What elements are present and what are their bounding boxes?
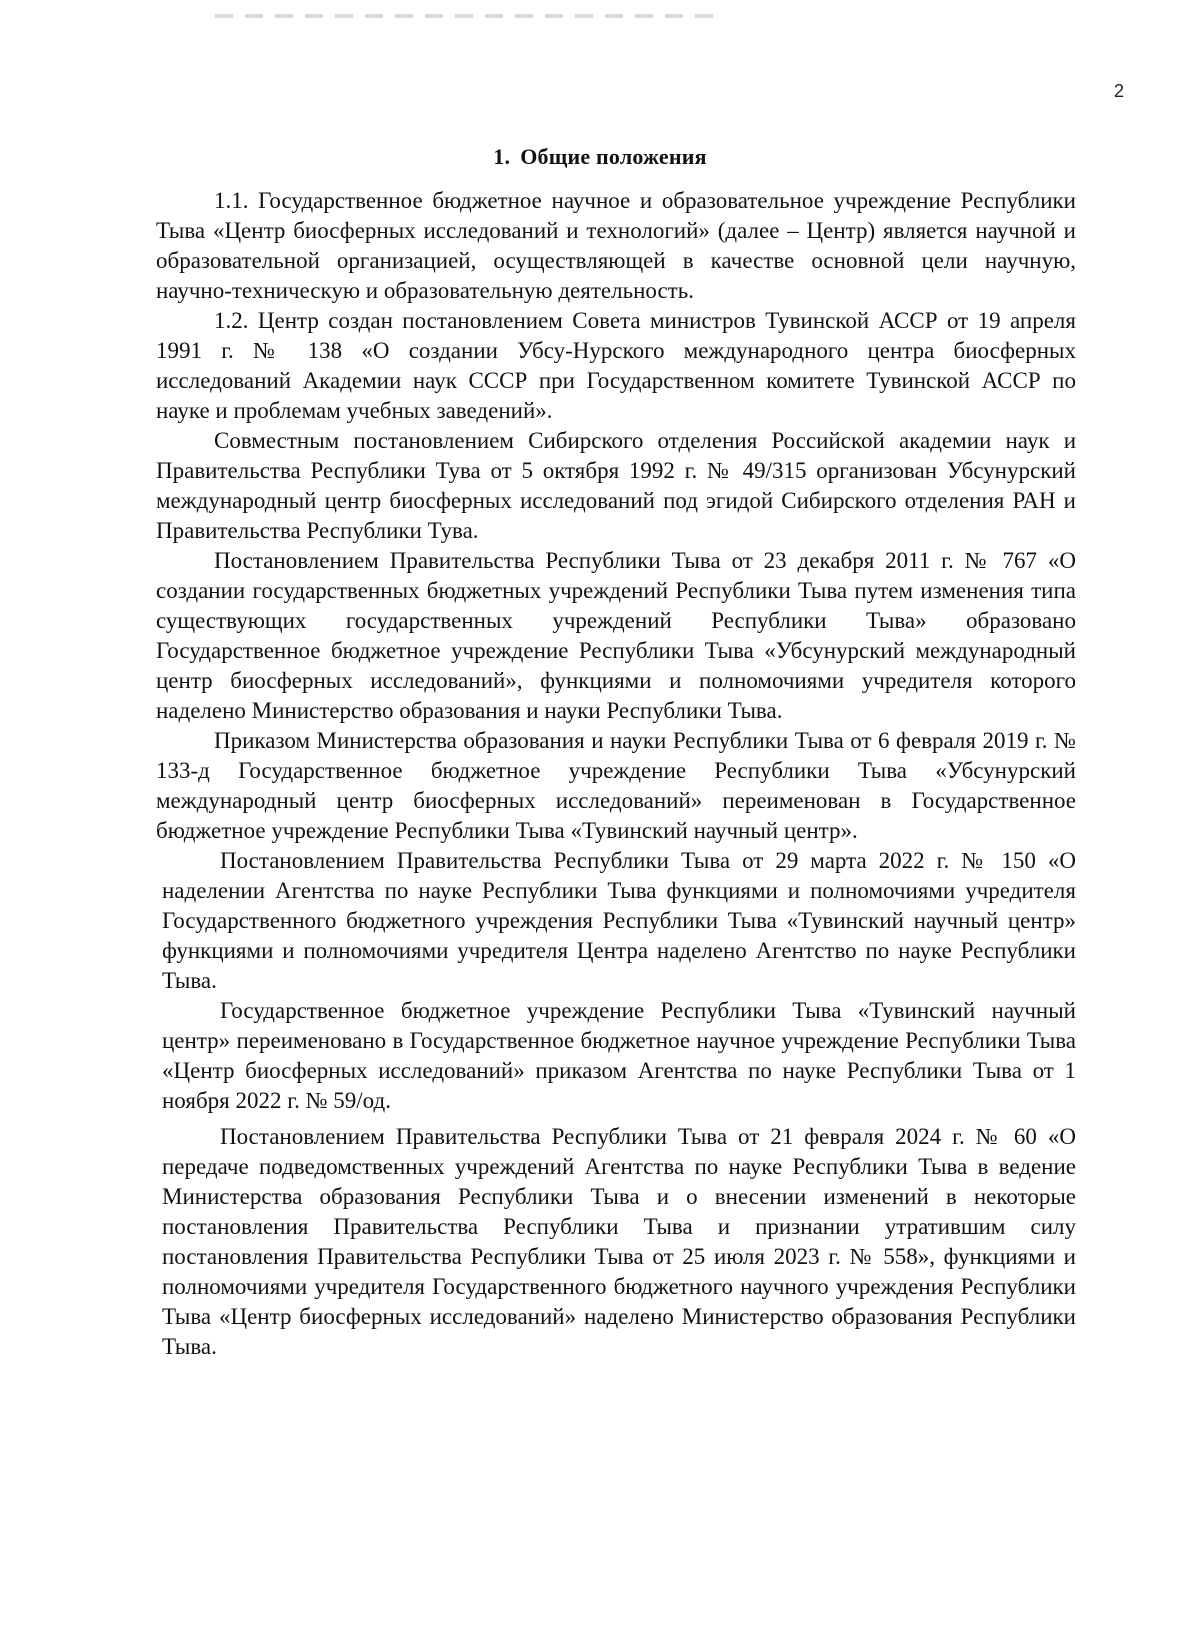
paragraph-resolution-2011: Постановлением Правительства Республики Тыва от 23 декабря 2011 г. № 767 «О создании государственных бюджетных учреждений Республики Тыва путем изменения типа существующих государственных учреждений Республики Тыва» образовано Государственное бюджетное учреждение Республики Тыва «Убсунурский международный центр биосферных исследований», функциями и полномочиями учредителя которого наделено Министерство образования и науки Республики Тыва. [156,548,1076,723]
paragraph-resolution-2022: Постановлением Правительства Республики Тыва от 29 марта 2022 г. № 150 «О наделении Агентства по науке Республики Тыва функциями и полномочиями учредителя Государственного бюджетного учреждения Республики Тыва «Тувинский научный центр» функциями и полномочиями учредителя Центра наделено Агентство по науке Республики Тыва. [162,848,1076,993]
paragraph-joint-resolution: Совместным постановлением Сибирского отделения Российской академии наук и Правительства Республики Тува от 5 октября 1992 г. № 49/315 организован Убсунурский международный центр биосферных исследований под эгидой Сибирского отделения РАН и Правительства Республики Тува. [156,428,1076,543]
section-heading [0,144,1200,170]
paragraph-resolution-2024: Постановлением Правительства Республики Тыва от 21 февраля 2024 г. № 60 «О передаче подведомственных учреждений Агентства по науке Республики Тыва в ведение Министерства образования Республики Тыва и о внесении изменений в некоторые постановления Правительства Республики Тыва и признании утратившим силу постановления Правительства Республики Тыва от 25 июля 2023 г. № 558», функциями и полномочиями учредителя Государственного бюджетного научного учреждения Республики Тыва «Центр биосферных исследований» наделено Министерство образования Республики Тыва. [162,1124,1076,1359]
section-number: 1. [493,144,511,169]
section-title: Общие положения [520,144,707,169]
document-body [156,186,1076,1362]
scan-artifact [215,14,715,18]
paragraph-order-2019: Приказом Министерства образования и науки Республики Тыва от 6 февраля 2019 г. № 133-д Государственное бюджетное учреждение Республики Тыва «Убсунурский международный центр биосферных исследований» переименован в Государственное бюджетное учреждение Республики Тыва «Тувинский научный центр». [156,728,1076,843]
paragraph-1-2: 1.2. Центр создан постановлением Совета министров Тувинской АССР от 19 апреля 1991 г. № 138 «О создании Убсу-Нурского международного центра биосферных исследований Академии наук СССР при Государственном комитете Тувинской АССР по науке и проблемам учебных заведений». [156,308,1076,423]
paragraph-1-1: 1.1. Государственное бюджетное научное и образовательное учреждение Республики Тыва «Центр биосферных исследований и технологий» (далее – Центр) является научной и образовательной организацией, осуществляющей в качестве основной цели научную, научно-техническую и образовательную деятельность. [156,188,1076,303]
page-number: 2 [1113,81,1124,101]
paragraph-renaming-2022: Государственное бюджетное учреждение Республики Тыва «Тувинский научный центр» переименовано в Государственное бюджетное научное учреждение Республики Тыва «Центр биосферных исследований» приказом Агентства по науке Республики Тыва от 1 ноября 2022 г. № 59/од. [162,998,1076,1113]
